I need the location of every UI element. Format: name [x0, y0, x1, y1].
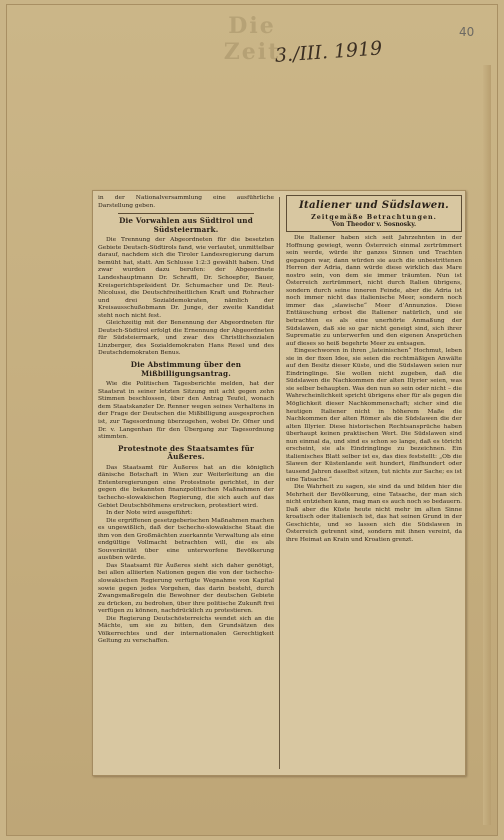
- paragraph: Eingeschworen in ihren „lateinischen“ Hochmut, leben sie in der fixen Idee, sie seien die rechtmäßigen Anwälte auf den Besitz dieser Küste, und die Südslawen seien nur Eindringlinge. Sie wollen nicht zugeben, daß die Südslawen die Nachkommen der alten Illyrier seien, was sie selber behaupten. Was den nun so sein oder nicht – die Wahrscheinlichkeit spricht übrigens eher für als gegen die Möglichkeit dieser Nachkommenschaft; sicher sind die heutigen Italiener nicht in höherem Maße die Nachkommen der alten Römer als die Südslawen die der alten Illyrier. Diese historischen Rechtsansprüche haben überhaupt keinen praktischen Wert. Die Südslawen sind nun einmal da, und sind es schon so lange, daß es töricht erscheint, sie als Eindringlinge zu bezeichnen. Ein italienisches Blatt selber ist es, das dies feststellt: „Ob die Slawen der Küstenlande seit hundert, fünfhundert oder tausend Jahren daselbst sitzen, tut nichts zur Sache; es ist eine Tatsache.“: [286, 348, 462, 483]
- section-heading: Die Vorwahlen aus Südtirol und Südsteiermark.: [119, 216, 253, 234]
- paragraph: Die Regierung Deutschösterreichs wendet sich an die Mächte, um sie zu bitten, den Grundsätzen des Völkerrechtes und der internationalen Gerechtigkeit Geltung zu verschaffen.: [98, 615, 274, 645]
- paragraph: Die Italiener haben sich seit Jahrzehnten in der Hoffnung gewiegt, wenn Österreich einmal zertrümmert sein werde, würde ihr ganzes Sinnen und Trachten gegangen war, dann würden sie auch die unbestrittenen Herren der Adria, dann würde diese wirklich das Mare nostro sein, von dem sie immer träumten. Nun ist Österreich zertrümmert, nicht durch Italien übrigens, sondern durch seine inneren Feinde, aber die Adria ist noch immer nicht das italienische Meer, sondern noch immer das „slawische“ Meer d’Annunzios. Diese Enttäuschung erbost die Italiener natürlich, und sie betrachten es als eine unerhörte Anmaßung der Südslawen, daß sie so gar nicht geneigt sind, sich ihrer Suprematie zu unterwerfen und den eigenen Ansprüchen auf dieses so heiß begehrte Meer zu entsagen.: [286, 235, 462, 347]
- divider: [118, 213, 254, 214]
- paragraph: Die Wahrheit zu sagen, sie sind da und bilden hier die Mehrheit der Bevölkerung, eine Tatsache, der man sich nicht entziehen kann, mag man es auch noch so bedauern. Daß aber die Küste heute nicht mehr im alten Sinne kroatisch oder italienisch ist, das hat seinen Grund in der Geschichte, und so lassen sich die Südslawen in Österreich getrennt sind, sondern mit ihnen vereint, da ihre Heimat an Krain und Kroatien grenzt.: [286, 484, 462, 543]
- article-title: Italiener und Südslawen.: [298, 199, 450, 211]
- paragraph: Die Trennung der Abgeordneten für die besetzten Gebiete Deutsch-Südtirols fand, wie verlautet, unmittelbar darauf, nachdem sich die Tiroler Landesregierung darum bemüht hat, statt. Am Schlusse 1:2:3 gewählt haben. Und zwar wurden dazu berufen: der Abgeordnete Landeshauptmann Dr. Schraffl, Dr. Schoepfer, Bauer, Kreisgerichtspräsident Dr. Schumacher und Dr. Reut-Nicolussi, die Deutschfreiheitlichen Kraft und Rohracher und drei Sozialdemokraten, nämlich der Kreisausschußobmann Dr. Junge, der zweite Kandidat steht noch nicht fest.: [98, 237, 274, 319]
- handwritten-date: 3./III. 1919: [274, 37, 383, 67]
- article-title-box: [286, 195, 462, 232]
- section-heading: Die Abstimmung über den Mißbilligungsantrag.: [130, 360, 242, 378]
- page-number: 40: [459, 25, 475, 39]
- paragraph: Gleichzeitig mit der Benennung der Abgeordneten für Deutsch-Südtirol erfolgt die Ernennung der Abgeordneten für Südsteiermark, und zwar des Christlichsozialen Linzberger, des Sozialdemokraten Hans Resel und des Deutschdemokraten Benus.: [98, 320, 274, 357]
- article-subtitle: Zeitgemäße Betrachtungen.: [311, 213, 437, 221]
- newspaper-clipping: [92, 190, 466, 776]
- paragraph: Das Staatsamt für Äußeres sieht sich daher genötigt, bei allen alliierten Nationen gegen die von der tschecho-slowakischen Regierung verfügte Wegnahme von Kapital sowie gegen jedes Vorgehen, das darin besteht, durch Zwangsmaßregeln die Bewohner der deutschen Gebiete zu drücken, zu bedrohen, über ihre politische Zukunft frei verfügen zu können, nachdrücklich zu protestieren.: [98, 562, 274, 615]
- right-column: [286, 195, 462, 773]
- intro-text: in der Nationalversammlung eine ausführliche Darstellung geben.: [98, 195, 274, 209]
- left-column: [98, 195, 274, 773]
- section-heading: Protestnote des Staatsamtes für Äußeres.: [117, 443, 254, 462]
- page-edge: [483, 65, 491, 825]
- paragraph: Das Staatsamt für Äußeres hat an die königlich dänische Botschaft in Wien zur Weiterleitung an die Ententeregierungen eine Protestnote gerichtet, in der gegen die bekannten finanzpolitischen Maßnahmen der tschecho-slowakischen Regierung, die sich auch auf das Gebiet Deutschböhmens erstrecken, protestiert wird.: [98, 464, 274, 509]
- faint-stamp: Die Zeit: [223, 13, 281, 65]
- column-rule: [279, 197, 280, 769]
- paragraph: In der Note wird ausgeführt:: [106, 510, 193, 517]
- article-byline: Von Theodor v. Sosnosky.: [331, 221, 417, 228]
- paragraph: Wie die Politischen Tagesberichte melden, hat der Staatsrat in seiner letzten Sitzung mit acht gegen zehn Stimmen beschlossen, über den Antrag Teufel, wonach dem Staatskanzler Dr. Renner wegen seines Verhaltens in der Frage der Deutschen die Mißbilligung ausgesprochen ist, zur Tagesordnung überzugehen, wobei Dr. Ofner und Dr. v. Langenhan für den Übergang zur Tagesordnung stimmten.: [98, 381, 274, 441]
- paragraph: Die ergriffenen gesetzgeberischen Maßnahmen machen es ungewißlich, daß der tschecho-slowakische Staat die ihm von den Großmächten zuerkannte Verwaltung als eine endgültige Vollmacht betrachten will, die es als Souveränität über eine unterworfene Bevölkerung ausüben würde.: [98, 517, 274, 562]
